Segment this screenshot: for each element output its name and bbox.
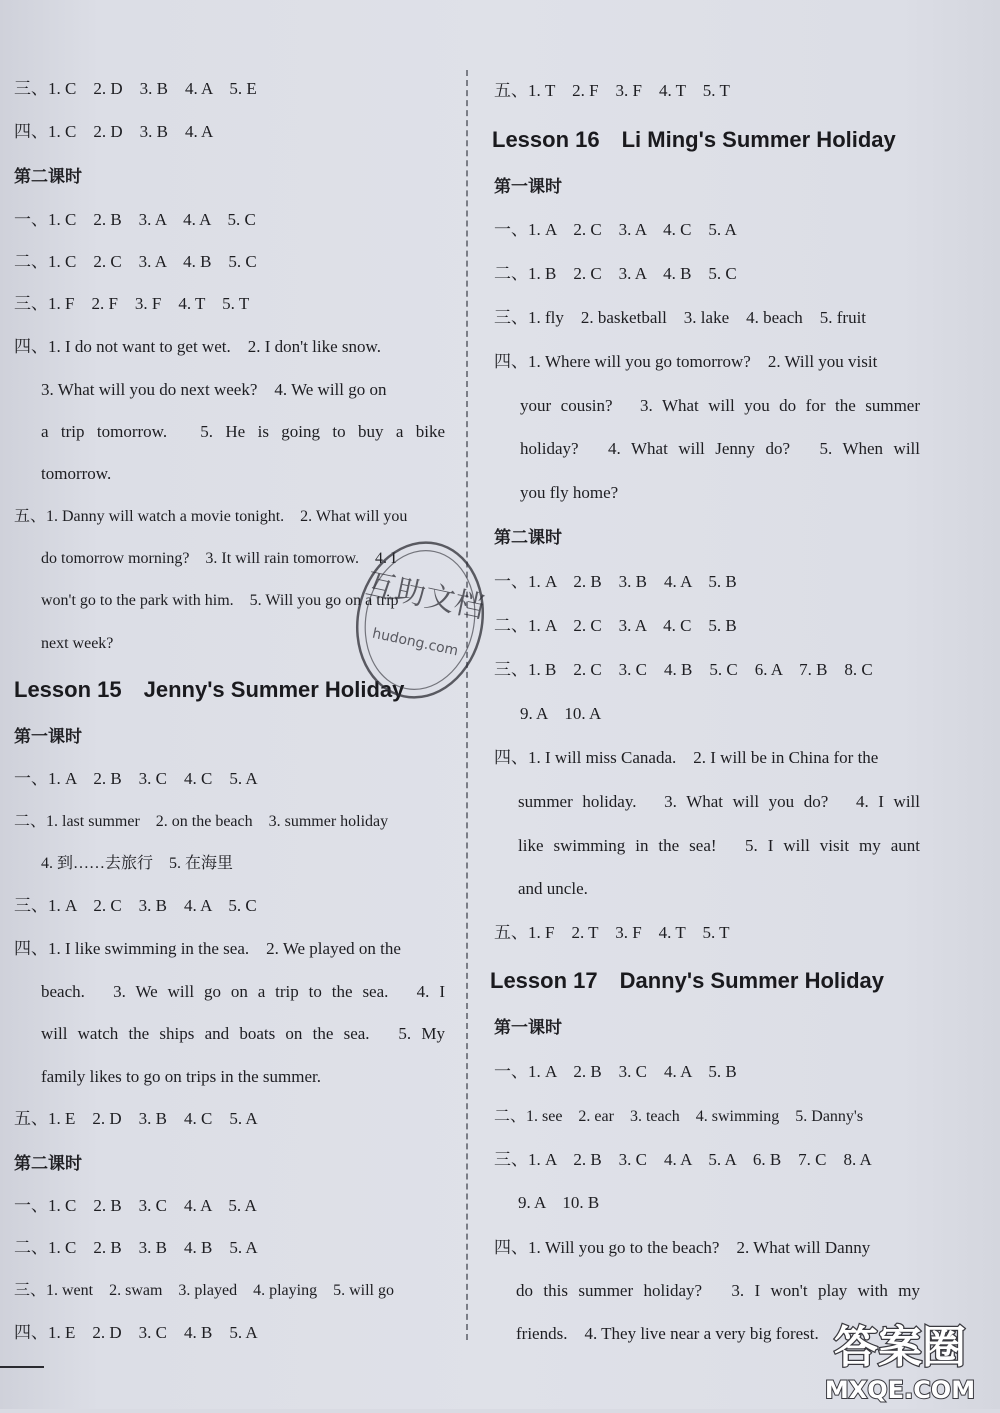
- section-heading: 第一课时: [14, 727, 82, 747]
- stamp-url-text: hudong.com: [370, 625, 460, 660]
- section-heading: 第二课时: [14, 1154, 82, 1174]
- answer-line: 三、1. F 2. F 3. F 4. T 5. T: [14, 294, 250, 313]
- site-logo: [800, 1300, 1000, 1409]
- logo-main-text: 答案圈: [834, 1322, 966, 1373]
- answer-line: 一、1. C 2. B 3. C 4. A 5. A: [14, 1196, 257, 1215]
- answer-line: 四、1. E 2. D 3. C 4. B 5. A: [14, 1323, 258, 1342]
- logo-sub-text: MXQE.COM: [824, 1376, 976, 1404]
- section-heading: 第二课时: [494, 528, 562, 548]
- answer-line: 三、1. B 2. C 3. C 4. B 5. C 6. A 7. B 8. C: [494, 660, 873, 679]
- answer-line: 三、1. C 2. D 3. B 4. A 5. E: [14, 79, 257, 98]
- answer-line: won't go to the park with him. 5. Will you go on a trip: [41, 592, 399, 609]
- stamp-main-text: 互助文档: [362, 566, 488, 626]
- answer-line: 一、1. A 2. B 3. B 4. A 5. B: [494, 572, 737, 591]
- answer-line: 四、1. I like swimming in the sea. 2. We played on the: [14, 939, 401, 958]
- answer-line: 五、1. Danny will watch a movie tonight. 2. What will you: [14, 508, 408, 525]
- answer-line: next week?: [41, 635, 114, 652]
- lesson-15-title: Lesson 15 Jenny's Summer Holiday: [14, 677, 405, 702]
- answer-line: friends. 4. They live near a very big forest.: [516, 1324, 819, 1343]
- answer-line: 二、1. A 2. C 3. A 4. C 5. B: [494, 616, 737, 635]
- answer-line: 一、1. C 2. B 3. A 4. A 5. C: [14, 210, 256, 229]
- answer-line: 9. A 10. B: [518, 1193, 600, 1212]
- answer-line: 三、1. A 2. B 3. C 4. A 5. A 6. B 7. C 8. A: [494, 1150, 872, 1169]
- answer-line: 五、1. E 2. D 3. B 4. C 5. A: [14, 1109, 258, 1128]
- lesson-16-title: Lesson 16 Li Ming's Summer Holiday: [492, 127, 896, 152]
- answer-line: beach. 3. We will go on a trip to the sea. 4. I: [41, 982, 445, 1001]
- answer-line: do this summer holiday? 3. I won't play with my: [516, 1281, 920, 1300]
- answer-line: holiday? 4. What will Jenny do? 5. When will: [520, 439, 920, 458]
- answer-line: 9. A 10. A: [520, 704, 602, 723]
- answer-line: 3. What will you do next week? 4. We will go on: [41, 380, 387, 399]
- site-logo-graphic: [800, 1300, 1000, 1409]
- answer-line: 二、1. C 2. B 3. B 4. B 5. A: [14, 1238, 258, 1257]
- answer-line: 五、1. F 2. T 3. F 4. T 5. T: [494, 923, 730, 942]
- answer-line: 四、1. I do not want to get wet. 2. I don't like snow.: [14, 337, 381, 356]
- section-heading: 第一课时: [494, 1018, 562, 1038]
- answer-line: like swimming in the sea! 5. I will visit my aunt: [518, 836, 920, 855]
- answer-line: 三、1. A 2. C 3. B 4. A 5. C: [14, 896, 257, 915]
- answer-line: 二、1. B 2. C 3. A 4. B 5. C: [494, 264, 737, 283]
- footer-rule: [0, 1366, 44, 1368]
- answer-line: 五、1. T 2. F 3. F 4. T 5. T: [494, 81, 730, 100]
- answer-line: family likes to go on trips in the summer.: [41, 1067, 322, 1086]
- answer-line: 二、1. C 2. C 3. A 4. B 5. C: [14, 252, 257, 271]
- answer-line: will watch the ships and boats on the sea. 5. My: [41, 1024, 445, 1043]
- answer-line: 4. 到……去旅行 5. 在海里: [41, 855, 234, 872]
- answer-line: 三、1. fly 2. basketball 3. lake 4. beach 5. fruit: [494, 308, 867, 327]
- answer-line: summer holiday. 3. What will you do? 4. I will: [518, 792, 920, 811]
- lesson-17-title: Lesson 17 Danny's Summer Holiday: [490, 968, 885, 993]
- answer-line: a trip tomorrow. 5. He is going to buy a bike: [41, 422, 445, 441]
- answer-line: 三、1. went 2. swam 3. played 4. playing 5. will go: [14, 1282, 394, 1299]
- section-heading: 第一课时: [494, 177, 562, 197]
- answer-line: 四、1. Where will you go tomorrow? 2. Will you visit: [494, 352, 878, 371]
- answer-line: and uncle.: [518, 879, 588, 898]
- answer-line: 二、1. last summer 2. on the beach 3. summer holiday: [14, 813, 389, 830]
- answer-line: your cousin? 3. What will you do for the summer: [520, 396, 920, 415]
- answer-line: you fly home?: [520, 483, 619, 502]
- answer-line: 四、1. Will you go to the beach? 2. What will Danny: [494, 1238, 871, 1257]
- answer-line: 四、1. I will miss Canada. 2. I will be in China for the: [494, 748, 879, 767]
- answer-line: 一、1. A 2. B 3. C 4. C 5. A: [14, 769, 258, 788]
- answer-line: do tomorrow morning? 3. It will rain tomorrow. 4. I: [41, 550, 397, 567]
- answer-line: tomorrow.: [41, 464, 112, 483]
- answer-line: 二、1. see 2. ear 3. teach 4. swimming 5. Danny's: [494, 1108, 864, 1125]
- answer-line: 四、1. C 2. D 3. B 4. A: [14, 122, 214, 141]
- section-heading: 第二课时: [14, 167, 82, 187]
- answer-line: 一、1. A 2. B 3. C 4. A 5. B: [494, 1062, 737, 1081]
- answer-line: 一、1. A 2. C 3. A 4. C 5. A: [494, 220, 737, 239]
